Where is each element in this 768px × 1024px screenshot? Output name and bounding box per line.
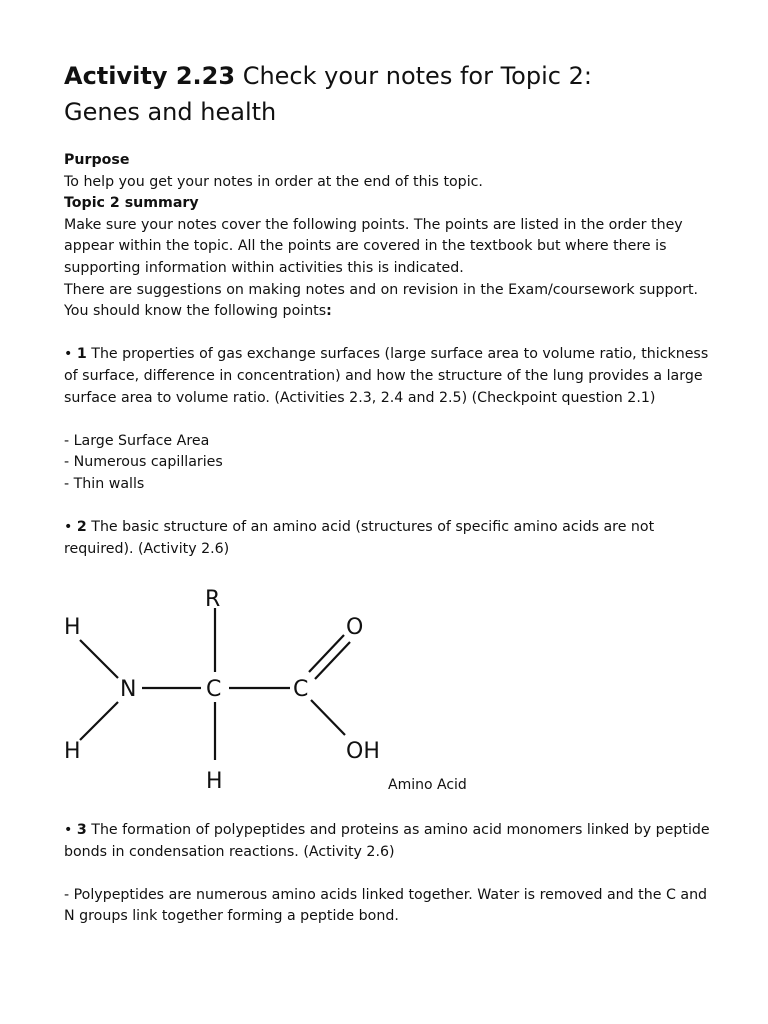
- summary-paragraph-1: Make sure your notes cover the following points. The points are listed in the order they appear within the topic. All the points are covered in the textbook but where there is supporting information within activities this is indicated.: [64, 216, 683, 276]
- point-3: [64, 820, 714, 863]
- activity-number: Activity 2.23: [64, 62, 236, 90]
- atom-h-top-left: H: [64, 615, 81, 640]
- atom-c-alpha: C: [206, 677, 222, 702]
- page-title: [64, 58, 724, 130]
- atom-h-bottom: H: [206, 769, 223, 794]
- summary-heading: Topic 2 summary: [64, 195, 199, 212]
- note-item: - Polypeptides are numerous amino acids linked together. Water is removed and the C and N groups link together forming a peptide bond.: [64, 886, 708, 925]
- title-line2: Genes and health: [64, 98, 277, 126]
- point-number: 3: [76, 822, 87, 838]
- point-text: The properties of gas exchange surfaces (large surface area to volume ratio, thickness of surface, difference in concentration) and how the structure of the lung provides a large surface area to volume ratio. (Activities 2.3, 2.4 and 2.5) (Checkpoint question 2.1): [64, 346, 709, 406]
- atom-n: N: [120, 677, 137, 702]
- bond-c-oh: [311, 700, 345, 735]
- bullet: •: [64, 822, 73, 838]
- point-2: [64, 517, 714, 560]
- bullet: •: [64, 519, 73, 536]
- atom-r: R: [205, 587, 221, 612]
- purpose-text: To help you get your notes in order at the end of this topic.: [64, 173, 483, 190]
- note-item: - Numerous capillaries: [64, 454, 223, 471]
- body-text: [64, 150, 714, 560]
- atom-c-carboxyl: C: [293, 677, 309, 702]
- bullet: •: [64, 346, 73, 363]
- summary-paragraph-3: You should know the following points:: [64, 303, 332, 320]
- diagram-caption: Amino Acid: [388, 777, 467, 793]
- point-text: The formation of polypeptides and proteins as amino acid monomers linked by peptide bonds in condensation reactions. (Activity 2.6): [64, 822, 710, 860]
- point-number: 1: [76, 346, 87, 363]
- bond-h-n-top: [80, 640, 118, 678]
- atom-h-bottom-left: H: [64, 739, 81, 764]
- amino-acid-structure-diagram: [0, 580, 768, 810]
- atom-o: O: [346, 615, 364, 640]
- summary-paragraph-2: There are suggestions on making notes and on revision in the Exam/coursework support.: [64, 281, 699, 298]
- atom-oh: OH: [346, 739, 380, 764]
- note-item: - Thin walls: [64, 475, 145, 492]
- note-item: - Large Surface Area: [64, 432, 210, 449]
- purpose-heading: Purpose: [64, 152, 130, 168]
- point-number: 2: [76, 519, 87, 536]
- title-rest: Check your notes for Topic 2:: [235, 62, 592, 90]
- bond-h-n-bottom: [80, 702, 118, 740]
- point-1: [64, 344, 714, 409]
- point-text: The basic structure of an amino acid (structures of specific amino acids are not required). (Activity 2.6): [64, 519, 655, 557]
- lower-text: [64, 820, 714, 928]
